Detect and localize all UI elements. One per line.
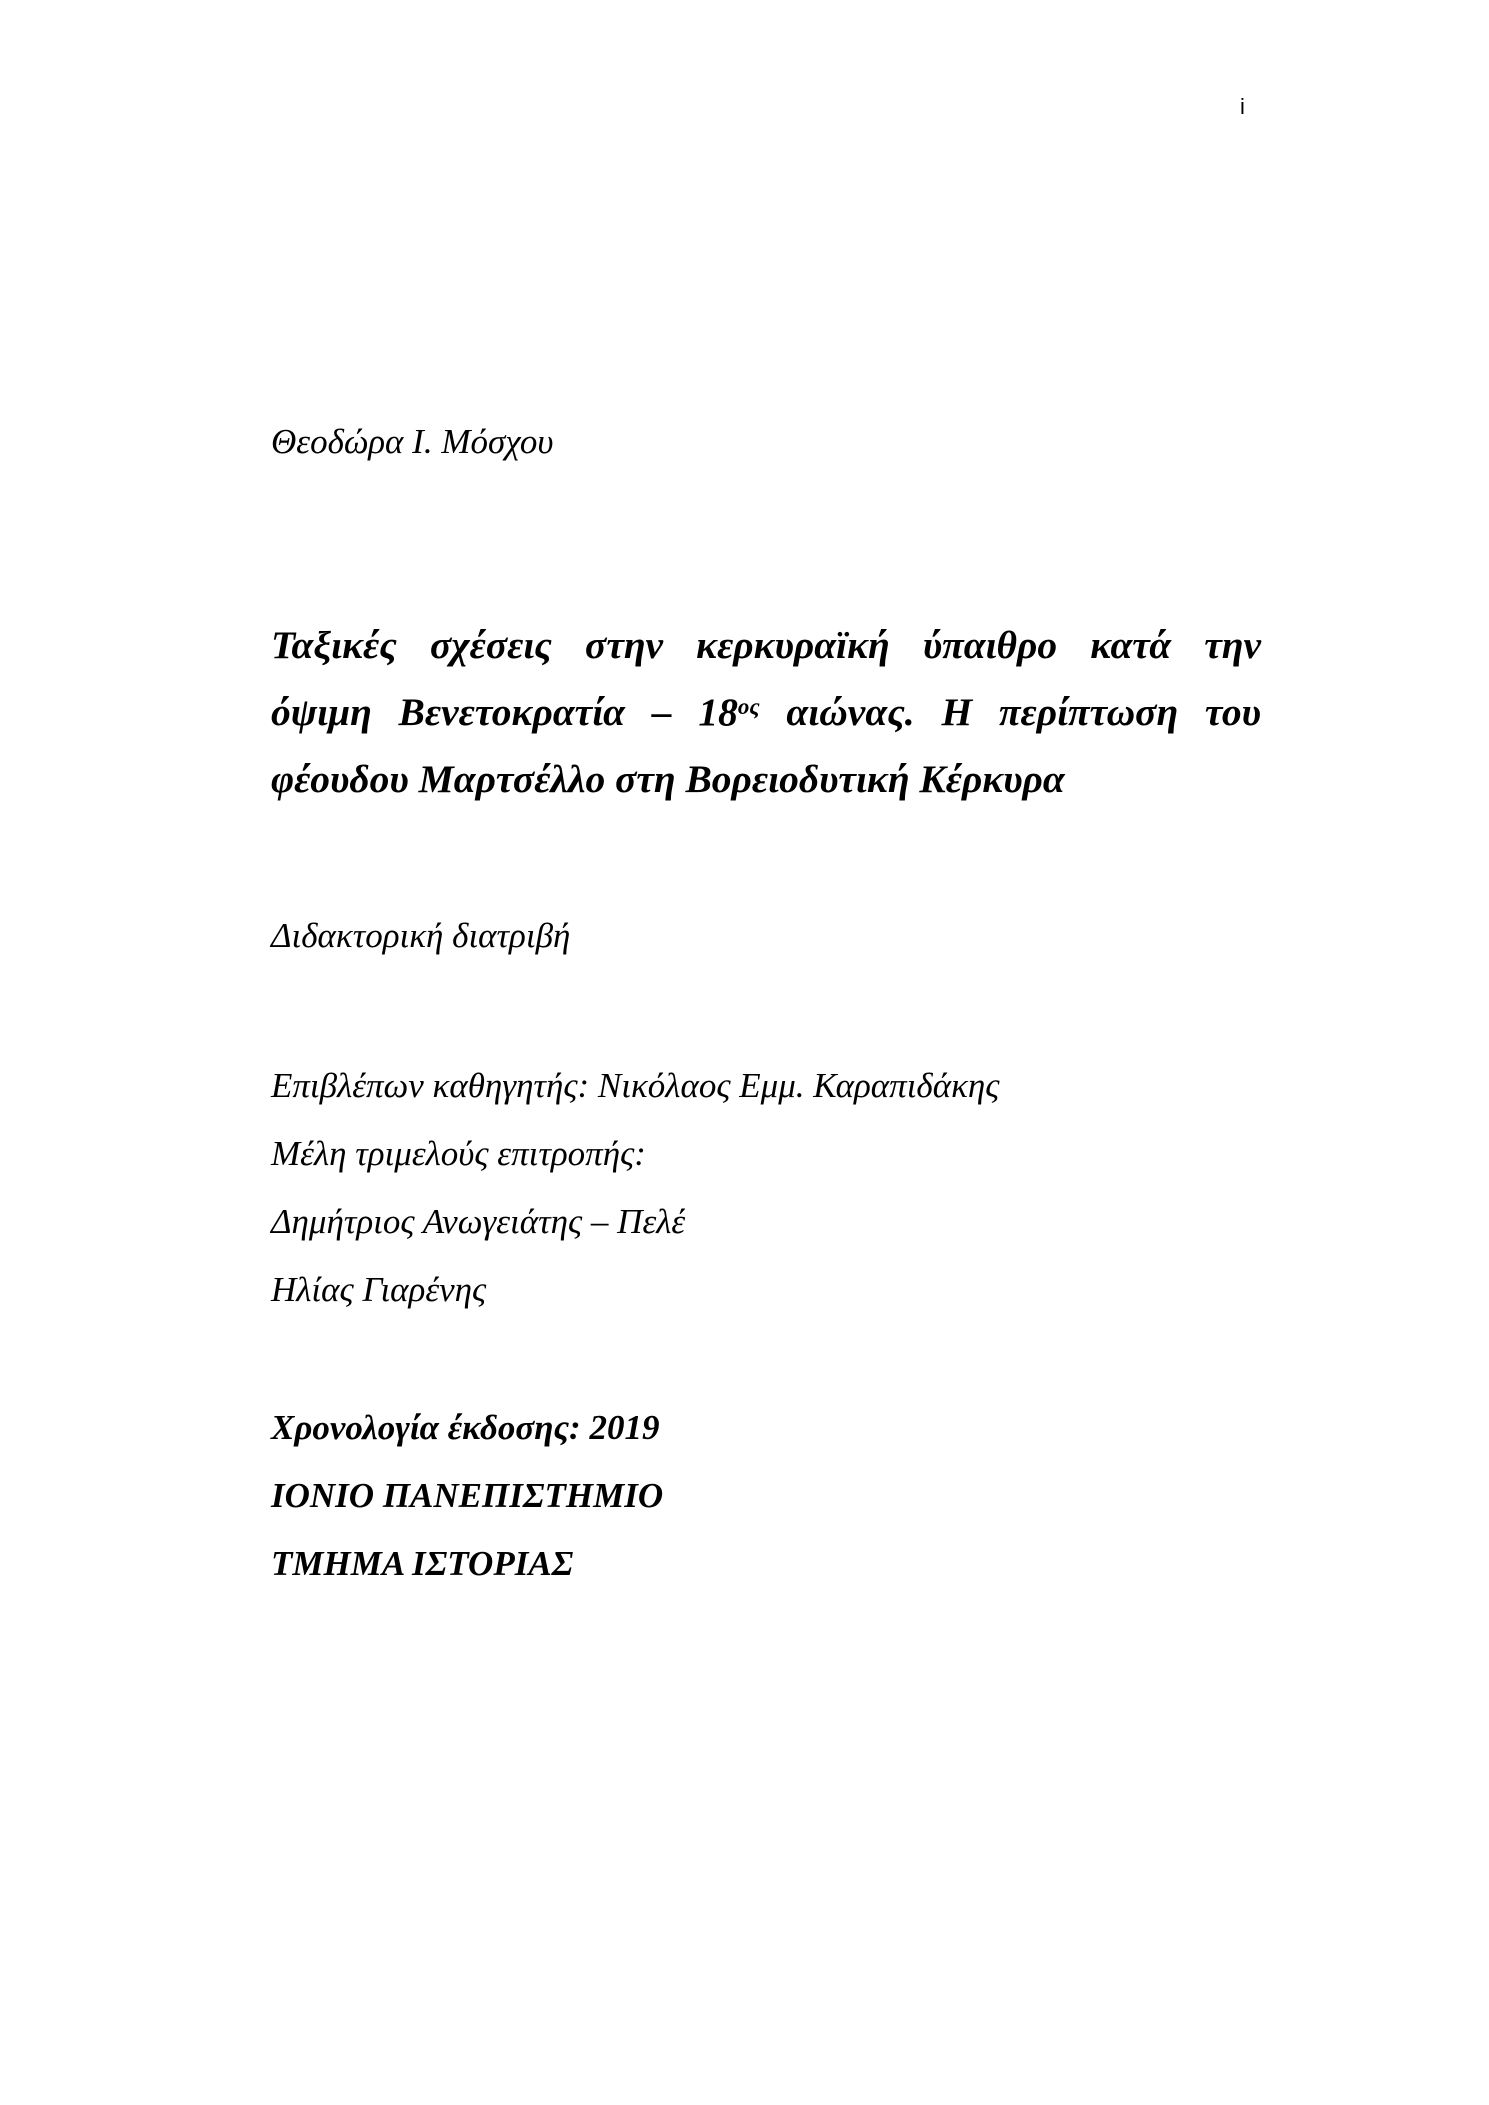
committee-member: Δημήτριος Ανωγειάτης – Πελέ: [271, 1202, 686, 1241]
title-line-2-end: αιώνας. Η περίπτωση του: [759, 690, 1261, 734]
title-line-2: [271, 679, 1261, 746]
publication-block: [271, 1394, 663, 1598]
page-number: i: [1240, 94, 1245, 119]
title-line-1: Ταξικές σχέσεις στην κερκυραϊκή ύπαιθρο κατά την: [271, 623, 1261, 667]
committee-member: Ηλίας Γιαρένης: [271, 1270, 487, 1309]
committee-members-label: Μέλη τριμελούς επιτροπής:: [271, 1134, 646, 1173]
author-name: Θεοδώρα Ι. Μόσχου: [271, 422, 554, 461]
title-line-2-start: όψιμη Βενετοκρατία – 18: [271, 690, 738, 734]
title-ordinal-superscript: ος: [737, 694, 760, 719]
university-name: ΙΟΝΙΟ ΠΑΝΕΠΙΣΤΗΜΙΟ: [271, 1476, 664, 1515]
committee-block: [271, 1052, 999, 1324]
publication-year: Χρονολογία έκδοσης: 2019: [271, 1408, 660, 1447]
document-type: Διδακτορική διατριβή: [271, 916, 571, 955]
title-line-3: φέουδου Μαρτσέλλο στη Βορειοδυτική Κέρκυρα: [271, 757, 1065, 801]
supervisor-line: Επιβλέπων καθηγητής: Νικόλαος Εμμ. Καραπιδάκης: [271, 1066, 1000, 1105]
department-name: ΤΜΗΜΑ ΙΣΤΟΡΙΑΣ: [271, 1544, 574, 1583]
thesis-title: [271, 612, 1261, 813]
